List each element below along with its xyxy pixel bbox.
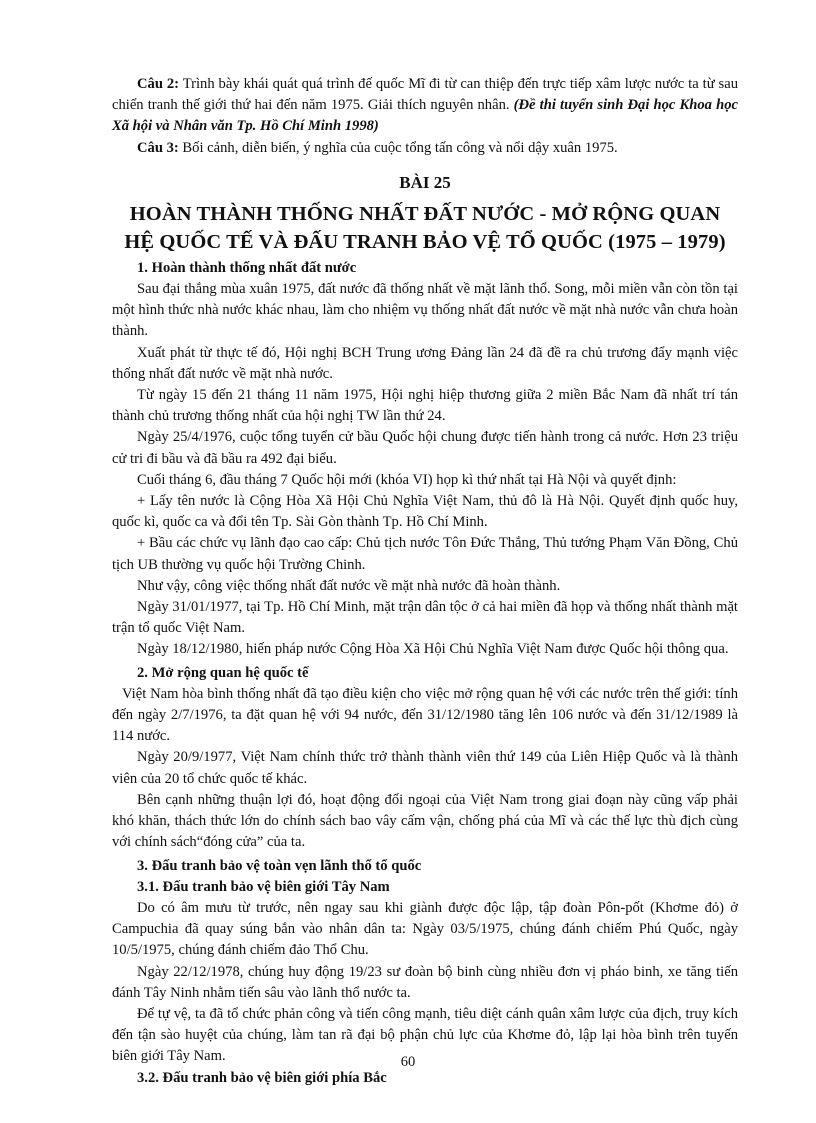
section-1-paragraph: Ngày 31/01/1977, tại Tp. Hồ Chí Minh, mặt trận dân tộc ở cả hai miền đã họp và thống nhất thành mặt trận tổ quốc Việt Nam. bbox=[112, 599, 738, 637]
section-1-paragraph: Ngày 25/4/1976, cuộc tổng tuyển cử bầu Quốc hội chung được tiến hành trong cả nước. Hơn 23 triệu cử tri đi bầu và đã bầu ra 492 đại biểu. bbox=[112, 429, 738, 467]
question-2-text: Trình bày khái quát quá trình đế quốc Mĩ đi từ can thiệp đến trực tiếp xâm lược nước ta từ sau chiến tranh thế giới thứ hai đến năm 1975. Giải thích nguyên nhân. bbox=[112, 76, 738, 114]
lesson-title-line-2: HỆ QUỐC TẾ VÀ ĐẤU TRANH BẢO VỆ TỔ QUỐC (1975 – 1979) bbox=[124, 230, 726, 253]
question-3-label: Câu 3: bbox=[137, 139, 179, 156]
section-1-paragraph: Xuất phát từ thực tế đó, Hội nghị BCH Trung ương Đảng lần 24 đã đề ra chủ trương đẩy mạnh việc thống nhất đất nước về mặt nhà nước. bbox=[112, 344, 738, 382]
section-1-paragraph: Ngày 18/12/1980, hiến pháp nước Cộng Hòa Xã Hội Chủ Nghĩa Việt Nam được Quốc hội thông qua. bbox=[137, 641, 729, 658]
lesson-title bbox=[112, 200, 738, 256]
section-3-2-heading: 3.2. Đấu tranh bảo vệ biên giới phía Bắc bbox=[137, 1069, 387, 1086]
question-3-text: Bối cảnh, diễn biến, ý nghĩa của cuộc tổng tấn công và nổi dậy xuân 1975. bbox=[178, 139, 618, 156]
section-2-paragraph: Ngày 20/9/1977, Việt Nam chính thức trở thành thành viên thứ 149 của Liên Hiệp Quốc và là thành viên của 20 tổ chức quốc tế khác. bbox=[112, 749, 738, 787]
section-3-1-paragraph: Ngày 22/12/1978, chúng huy động 19/23 sư đoàn bộ binh cùng nhiều đơn vị pháo binh, xe tăng tiến đánh Tây Ninh nhằm tiến sâu vào lãnh thổ nước ta. bbox=[112, 963, 738, 1001]
lesson-title-line-1: HOÀN THÀNH THỐNG NHẤT ĐẤT NƯỚC - MỞ RỘNG QUAN bbox=[129, 202, 721, 225]
section-1-paragraph: Như vậy, công việc thống nhất đất nước về mặt nhà nước đã hoàn thành. bbox=[137, 577, 561, 594]
section-1-paragraph: Cuối tháng 6, đầu tháng 7 Quốc hội mới (khóa VI) họp kì thứ nhất tại Hà Nội và quyết định: bbox=[137, 471, 677, 488]
section-3-1-heading: 3.1. Đấu tranh bảo vệ biên giới Tây Nam bbox=[137, 878, 390, 895]
section-1-heading: 1. Hoàn thành thống nhất đất nước bbox=[137, 259, 357, 276]
section-1-paragraph: + Lấy tên nước là Cộng Hòa Xã Hội Chủ Nghĩa Việt Nam, thủ đô là Hà Nội. Quyết định quốc huy, quốc kì, quốc ca và đổi tên Tp. Sài Gòn thành Tp. Hồ Chí Minh. bbox=[112, 493, 738, 531]
question-2-label: Câu 2: bbox=[137, 76, 180, 92]
section-1-paragraph: Sau đại thắng mùa xuân 1975, đất nước đã thống nhất về mặt lãnh thổ. Song, mỗi miền vẫn còn tồn tại một hình thức nhà nước khác nhau, làm cho nhiệm vụ thống nhất đất nước về mặt nhà nước vẫn chưa hoàn thành. bbox=[112, 281, 738, 340]
section-2-paragraph: Việt Nam hòa bình thống nhất đã tạo điều kiện cho việc mở rộng quan hệ với các nước trên thế giới: tính đến ngày 2/7/1976, ta đặt quan hệ với 94 nước, đến 31/12/1980 tăng lên 106 nước và đến 31/12/1989 là 114 nước. bbox=[112, 685, 738, 745]
section-3-1-paragraph: Do có âm mưu từ trước, nên ngay sau khi giành được độc lập, tập đoàn Pôn-pốt (Khơme đỏ) ở Campuchia đã quay súng bắn vào nhân dân ta: Ngày 03/5/1975, chúng đánh chiếm Phú Quốc, ngày 10/5/1975, chúng đánh chiếm đảo Thổ Chu. bbox=[112, 899, 738, 959]
section-3-heading: 3. Đấu tranh bảo vệ toàn vẹn lãnh thổ tổ quốc bbox=[137, 857, 422, 874]
section-1-paragraph: + Bầu các chức vụ lãnh đạo cao cấp: Chủ tịch nước Tôn Đức Thắng, Thủ tướng Phạm Văn Đồng, Chủ tịch UB thường vụ quốc hội Trường Chinh. bbox=[112, 535, 738, 573]
section-1-paragraph: Từ ngày 15 đến 21 tháng 11 năm 1975, Hội nghị hiệp thương giữa 2 miền Bắc Nam đã nhất trí tán thành chủ trương thống nhất của hội nghị TW lần thứ 24. bbox=[112, 387, 738, 425]
section-2-heading: 2. Mở rộng quan hệ quốc tế bbox=[137, 664, 309, 681]
document-page bbox=[112, 74, 738, 1089]
question-2 bbox=[112, 74, 738, 138]
lesson-label: BÀI 25 bbox=[399, 172, 451, 192]
page-number: 60 bbox=[400, 1054, 416, 1070]
section-2-paragraph: Bên cạnh những thuận lợi đó, hoạt động đối ngoại của Việt Nam trong giai đoạn này cũng vấp phải khó khăn, thách thức lớn do chính sách bao vây cấm vận, chống phá của Mĩ và các thế lực thù địch cùng với chính sách“đóng cửa” của ta. bbox=[112, 791, 738, 851]
question-3 bbox=[112, 138, 738, 159]
question-2-source: (Đề thi tuyển sinh Đại học Khoa học Xã hội và Nhân văn Tp. Hồ Chí Minh 1998) bbox=[112, 97, 738, 135]
section-3-1-paragraph: Để tự vệ, ta đã tổ chức phản công và tiến công mạnh, tiêu diệt cánh quân xâm lược của địch, truy kích đến tận sào huyệt của chúng, làm tan rã đại bộ phận chủ lực của Khơme đỏ, lập lại hòa bình trên tuyến biên giới Tây Nam. bbox=[112, 1005, 738, 1065]
